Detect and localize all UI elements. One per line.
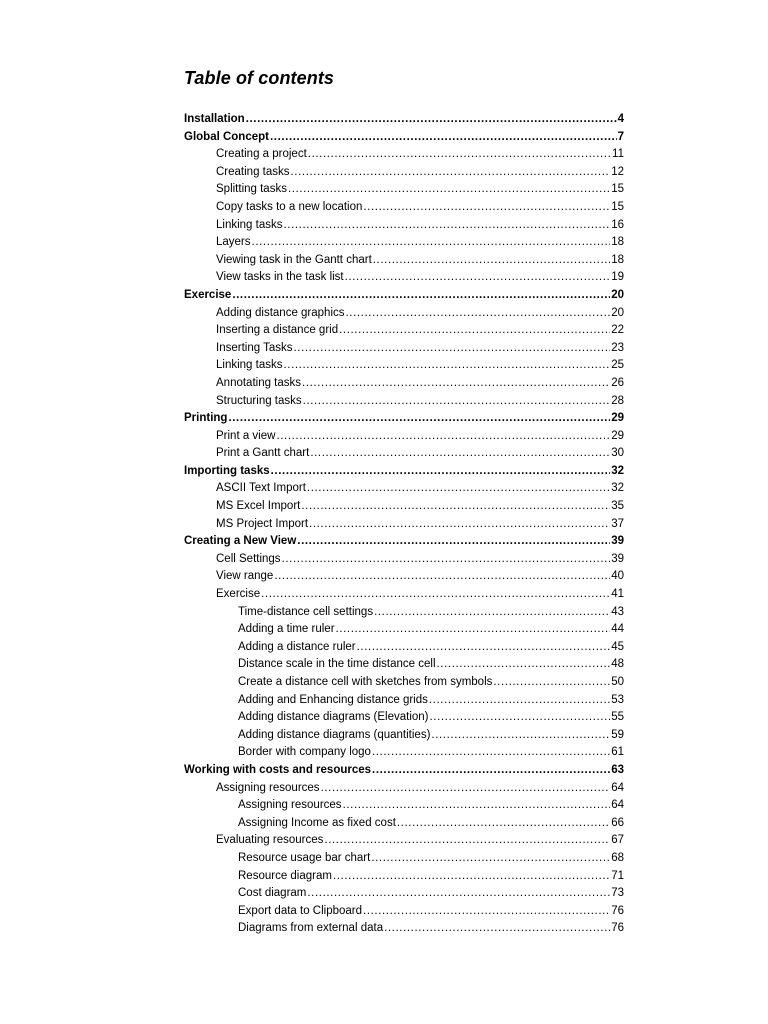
toc-entry-title: Creating a New View	[184, 535, 297, 548]
toc-dot-leader	[309, 516, 610, 534]
toc-dot-leader	[384, 920, 610, 938]
toc-entry-page-number: 50	[611, 676, 624, 688]
toc-entry[interactable]	[216, 393, 624, 411]
toc-entry[interactable]	[216, 445, 624, 463]
toc-entry-title: Adding distance diagrams (quantities)	[238, 728, 431, 741]
toc-dot-leader	[374, 604, 610, 622]
toc-entry[interactable]	[238, 621, 624, 639]
toc-entry[interactable]	[216, 146, 624, 164]
toc-entry-page-number: 12	[611, 165, 624, 178]
toc-entry-page-number: 61	[611, 746, 624, 759]
toc-entry-title: Create a distance cell with sketches from symbols	[238, 676, 493, 688]
toc-entry-page-number: 29	[611, 412, 624, 425]
toc-entry-page-number: 68	[611, 851, 624, 864]
toc-entry-title: Adding a distance ruler	[238, 640, 356, 653]
toc-entry-page-number: 25	[611, 359, 624, 372]
toc-entry[interactable]	[216, 340, 624, 358]
toc-entry-title: Inserting Tasks	[216, 341, 293, 354]
toc-entry[interactable]	[216, 498, 624, 516]
toc-entry-page-number: 32	[611, 464, 624, 477]
toc-entry-title: Exercise	[216, 588, 261, 601]
toc-entry-title: Creating tasks	[216, 165, 290, 178]
toc-entry-page-number: 20	[611, 306, 624, 319]
toc-entry-title: Adding distance graphics	[216, 306, 345, 319]
toc-dot-leader	[493, 674, 610, 692]
toc-entry[interactable]	[216, 780, 624, 798]
toc-entry[interactable]	[216, 305, 624, 323]
toc-dot-leader	[252, 234, 611, 252]
toc-dot-leader	[310, 445, 610, 463]
toc-dot-leader	[228, 410, 610, 428]
toc-entry-title: Print a Gantt chart	[216, 447, 310, 460]
toc-dot-leader	[430, 709, 611, 727]
toc-entry-title: Assigning resources	[238, 799, 342, 812]
toc-dot-leader	[288, 181, 610, 199]
toc-entry-page-number: 55	[611, 711, 624, 724]
toc-dot-leader	[345, 269, 611, 287]
toc-entry[interactable]	[216, 322, 624, 340]
toc-entry[interactable]	[216, 269, 624, 287]
toc-entry[interactable]	[238, 744, 624, 762]
toc-dot-leader	[232, 287, 610, 305]
toc-dot-leader	[321, 780, 611, 798]
toc-entry-title: Adding distance diagrams (Elevation)	[238, 711, 429, 724]
toc-entry-page-number: 35	[611, 500, 624, 513]
toc-list	[0, 111, 768, 938]
toc-entry-title: Evaluating resources	[216, 834, 324, 847]
toc-entry[interactable]	[238, 639, 624, 657]
toc-entry-title: Assigning Income as fixed cost	[238, 816, 396, 829]
toc-entry-title: Splitting tasks	[216, 183, 287, 196]
toc-dot-leader	[270, 129, 617, 147]
toc-dot-leader	[283, 217, 610, 235]
toc-entry[interactable]	[184, 533, 624, 551]
toc-dot-leader	[301, 498, 610, 516]
toc-entry-page-number: 7	[617, 130, 624, 143]
toc-entry-title: Resource diagram	[238, 869, 332, 882]
toc-entry[interactable]	[216, 357, 624, 375]
toc-entry[interactable]	[216, 516, 624, 534]
toc-entry-title: Adding and Enhancing distance grids	[238, 693, 428, 706]
toc-entry-title: ASCII Text Import	[216, 482, 306, 495]
toc-dot-leader	[294, 340, 611, 358]
toc-entry[interactable]	[216, 832, 624, 850]
toc-dot-leader	[429, 692, 610, 710]
toc-entry-title: Viewing task in the Gantt chart	[216, 253, 372, 266]
toc-entry-page-number: 19	[611, 271, 624, 284]
toc-entry-title: Distance scale in the time distance cell	[238, 658, 436, 671]
toc-entry[interactable]	[238, 797, 624, 815]
toc-entry-page-number: 64	[611, 781, 624, 794]
toc-entry[interactable]	[216, 428, 624, 446]
toc-entry-title: Export data to Clipboard	[238, 904, 363, 917]
toc-entry[interactable]	[238, 815, 624, 833]
toc-dot-leader	[324, 832, 610, 850]
toc-dot-leader	[283, 357, 610, 375]
toc-entry-page-number: 43	[611, 605, 624, 618]
toc-entry-title: Border with company logo	[238, 746, 371, 759]
toc-dot-leader	[437, 656, 611, 674]
toc-entry[interactable]	[216, 181, 624, 199]
toc-entry-page-number: 76	[611, 922, 624, 935]
toc-entry[interactable]	[216, 217, 624, 235]
toc-entry[interactable]	[184, 129, 624, 147]
toc-entry-page-number: 66	[611, 816, 624, 829]
toc-dot-leader	[357, 639, 611, 657]
toc-entry-page-number: 15	[611, 183, 624, 196]
toc-entry-page-number: 4	[617, 113, 624, 125]
toc-entry-title: Printing	[184, 412, 228, 425]
toc-entry-title: Time-distance cell settings	[238, 605, 374, 618]
toc-entry[interactable]	[216, 252, 624, 270]
toc-entry-page-number: 18	[611, 236, 624, 249]
toc-entry-title: Structuring tasks	[216, 394, 302, 407]
toc-entry-title: MS Excel Import	[216, 500, 301, 513]
toc-entry[interactable]	[238, 920, 624, 938]
toc-entry[interactable]	[238, 674, 624, 692]
toc-entry-page-number: 16	[611, 218, 624, 231]
toc-entry-page-number: 59	[611, 728, 624, 741]
toc-dot-leader	[274, 568, 610, 586]
toc-entry-title: Cost diagram	[238, 887, 307, 900]
toc-dot-leader	[307, 480, 610, 498]
toc-entry-page-number: 26	[611, 376, 624, 389]
toc-dot-leader	[308, 146, 611, 164]
toc-entry-page-number: 28	[611, 394, 624, 407]
toc-entry[interactable]	[184, 287, 624, 305]
toc-entry-title: View tasks in the task list	[216, 271, 344, 284]
toc-entry[interactable]	[238, 692, 624, 710]
toc-entry-title: Inserting a distance grid	[216, 324, 339, 337]
toc-dot-leader	[333, 868, 610, 886]
toc-entry-title: Layers	[216, 236, 251, 249]
toc-entry-title: MS Project Import	[216, 517, 309, 530]
toc-title: Table of contents	[184, 68, 335, 88]
toc-dot-leader	[271, 463, 611, 481]
toc-entry-title: Linking tasks	[216, 218, 283, 231]
toc-entry-title: View range	[216, 570, 274, 583]
toc-entry-page-number: 76	[611, 904, 624, 917]
toc-entry-title: Copy tasks to a new location	[216, 200, 363, 213]
toc-dot-leader	[363, 199, 610, 217]
toc-entry[interactable]	[238, 709, 624, 727]
toc-entry-page-number: 40	[611, 570, 624, 583]
toc-entry-title: Resource usage bar chart	[238, 851, 371, 864]
toc-dot-leader	[373, 252, 610, 270]
toc-dot-leader	[303, 393, 611, 411]
toc-entry[interactable]	[216, 551, 624, 569]
toc-dot-leader	[276, 428, 610, 446]
toc-entry[interactable]	[216, 164, 624, 182]
toc-entry-page-number: 30	[611, 447, 624, 460]
toc-entry-title: Adding a time ruler	[238, 623, 335, 636]
toc-entry-page-number: 39	[611, 535, 624, 548]
toc-entry[interactable]	[238, 903, 624, 921]
toc-entry[interactable]	[216, 568, 624, 586]
toc-entry-page-number: 53	[611, 693, 624, 706]
toc-entry-page-number: 15	[611, 200, 624, 213]
toc-dot-leader	[302, 375, 610, 393]
toc-dot-leader	[371, 850, 610, 868]
toc-entry-title: Exercise	[184, 288, 232, 301]
toc-entry-page-number: 73	[611, 887, 624, 900]
toc-entry-title: Print a view	[216, 429, 276, 442]
toc-entry-title: Global Concept	[184, 130, 269, 143]
toc-entry[interactable]	[238, 850, 624, 868]
toc-entry[interactable]	[216, 375, 624, 393]
toc-entry-page-number: 41	[611, 588, 624, 601]
toc-entry-title: Assigning resources	[216, 781, 320, 794]
toc-entry[interactable]	[238, 868, 624, 886]
toc-entry-page-number: 11	[612, 148, 624, 161]
toc-entry-page-number: 67	[611, 834, 624, 847]
toc-entry-title: Creating a project	[216, 148, 307, 161]
toc-entry[interactable]	[216, 234, 624, 252]
toc-dot-leader	[372, 744, 610, 762]
toc-entry-page-number: 29	[611, 429, 624, 442]
toc-dot-leader	[346, 305, 611, 323]
toc-entry-title: Annotating tasks	[216, 376, 302, 389]
toc-entry-title: Linking tasks	[216, 359, 283, 372]
toc-entry[interactable]	[216, 586, 624, 604]
toc-dot-leader	[431, 727, 610, 745]
toc-dot-leader	[261, 586, 610, 604]
toc-entry[interactable]	[184, 463, 624, 481]
toc-entry-page-number: 20	[611, 288, 624, 301]
toc-dot-leader	[282, 551, 611, 569]
toc-entry-title: Working with costs and resources	[184, 763, 372, 776]
toc-dot-leader	[246, 111, 617, 129]
toc-dot-leader	[339, 322, 610, 340]
toc-entry-page-number: 32	[611, 482, 624, 495]
toc-entry-title: Installation	[184, 113, 245, 125]
toc-entry[interactable]	[184, 410, 624, 428]
toc-entry[interactable]	[238, 656, 624, 674]
toc-entry[interactable]	[184, 762, 624, 780]
toc-entry-page-number: 48	[611, 658, 624, 671]
toc-entry-title: Cell Settings	[216, 552, 281, 565]
toc-dot-leader	[397, 815, 610, 833]
toc-entry-title: Importing tasks	[184, 464, 270, 477]
toc-entry-page-number: 45	[611, 640, 624, 653]
toc-entry[interactable]	[238, 885, 624, 903]
toc-entry-page-number: 23	[611, 341, 624, 354]
toc-entry-page-number: 71	[611, 869, 624, 882]
toc-dot-leader	[291, 164, 611, 182]
toc-dot-leader	[363, 903, 610, 921]
toc-dot-leader	[307, 885, 610, 903]
toc-entry-page-number: 44	[611, 623, 624, 636]
toc-entry-page-number: 64	[611, 799, 624, 812]
toc-entry-page-number: 63	[611, 763, 624, 776]
toc-entry-title: Diagrams from external data	[238, 922, 384, 935]
toc-dot-leader	[343, 797, 611, 815]
toc-entry[interactable]	[216, 480, 624, 498]
toc-dot-leader	[297, 533, 610, 551]
toc-entry-page-number: 22	[611, 324, 624, 337]
toc-dot-leader	[336, 621, 611, 639]
toc-entry[interactable]	[238, 727, 624, 745]
toc-entry-page-number: 18	[611, 253, 624, 266]
toc-entry-page-number: 37	[611, 517, 624, 530]
toc-entry[interactable]	[238, 604, 624, 622]
toc-entry-page-number: 39	[611, 552, 624, 565]
toc-dot-leader	[372, 762, 610, 780]
toc-entry[interactable]	[216, 199, 624, 217]
toc-entry[interactable]	[184, 111, 624, 129]
